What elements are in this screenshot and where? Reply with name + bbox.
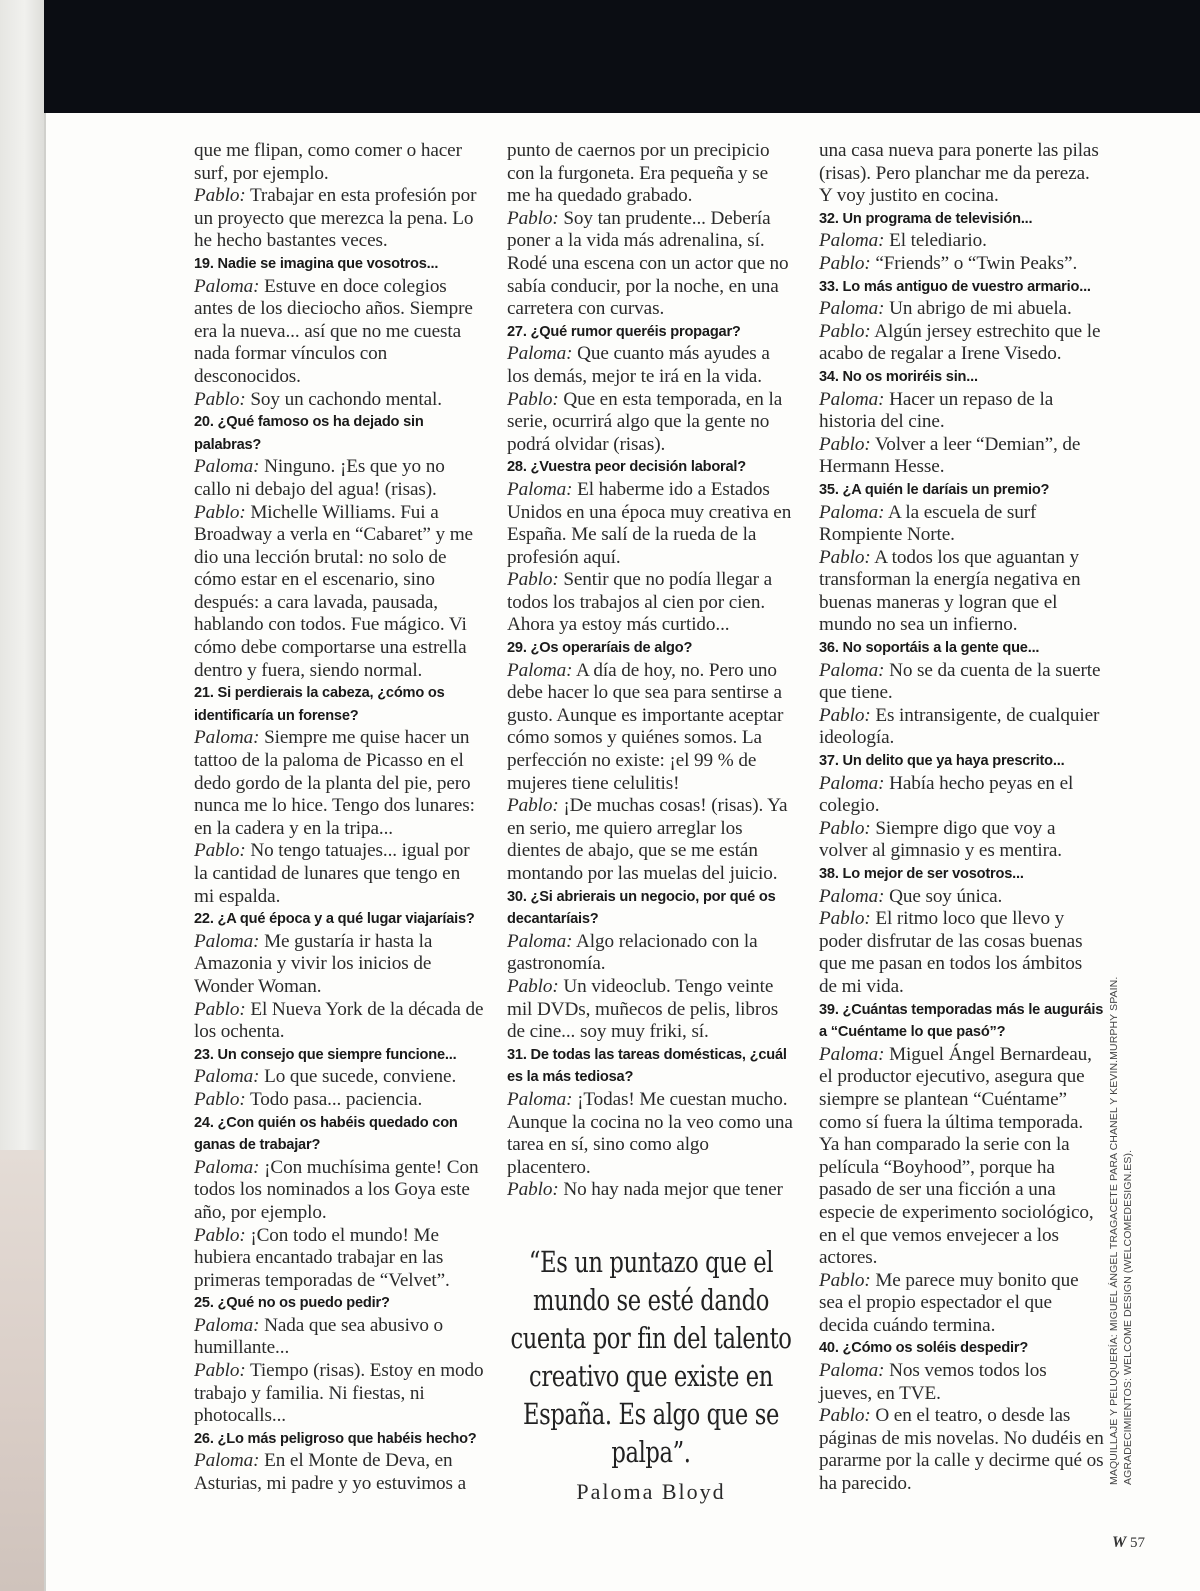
answer-paragraph [819,660,1104,705]
answer-text: Ninguno. ¡Es que yo no callo ni debajo del agua! (risas). [194,456,445,500]
speaker-name: Paloma: [819,501,885,523]
speaker-name: Paloma: [819,230,885,252]
speaker-name: Pablo: [507,207,559,229]
answer-text: Había hecho peyas en el colegio. [819,772,1074,817]
answer-text: Me parece muy bonito que sea el propio espectador el que decida cuándo termina. [819,1269,1079,1336]
answer-text: No hay nada mejor que tener [558,1179,783,1201]
magazine-logo: W [1112,1534,1127,1551]
speaker-name: Paloma: [194,1156,260,1178]
speaker-name: Paloma: [507,1088,573,1110]
speaker-name: Paloma: [507,343,573,365]
answer-paragraph [194,1315,484,1360]
speaker-name: Paloma: [194,1314,260,1336]
speaker-name: Pablo: [819,817,871,839]
answer-text: El telediario. [884,230,987,252]
left-page-edge-shadow [0,1150,45,1591]
answer-text: El ritmo loco que llevo y poder disfrutar de las cosas buenas que me pasan en todos los ámbitos de mi vida. [819,908,1083,997]
answer-text: Siempre me quise hacer un tattoo de la paloma de Picasso en el dedo gordo de la planta del pie, pero nunca me lo hice. Tengo dos lunares: en la cadera y en la tripa... [194,727,475,839]
question-heading: 35. ¿A quién le daríais un premio? [819,481,1050,498]
page-folio [1112,1534,1145,1552]
answer-paragraph [194,389,484,412]
answer-text: “Friends” o “Twin Peaks”. [870,252,1078,274]
answer-paragraph [507,1089,795,1179]
speaker-name: Paloma: [194,727,260,749]
continued-paragraph: una casa nueva para ponerte las pilas (risas). Pero planchar me da pereza. Y voy justito en cocina. [819,140,1099,207]
speaker-name: Pablo: [819,704,871,726]
speaker-name: Paloma: [507,659,573,681]
question-heading: 31. De todas las tareas domésticas, ¿cuál es la más tediosa? [507,1046,787,1086]
answer-paragraph [507,208,795,321]
credits-line-2: AGRADECIMIENTOS: WELCOME DESIGN (WELCOMEDESIGN.ES). [1122,1149,1134,1485]
question-heading: 39. ¿Cuántas temporadas más le auguráis a “Cuéntame lo que pasó”? [819,1001,1104,1041]
speaker-name: Paloma: [819,298,885,320]
answer-paragraph [819,1405,1104,1495]
answer-paragraph [507,479,795,569]
answer-text: O en el teatro, o desde las páginas de mis novelas. No dudéis en pararme por la calle y decirme qué os ha parecido. [819,1405,1104,1495]
speaker-name: Pablo: [194,388,246,410]
answer-text: Que cuanto más ayudes a los demás, mejor te irá en la vida. [507,343,770,387]
answer-text: Un videoclub. Tengo veinte mil DVDs, muñecos de pelis, libros de cine... soy muy friki, sí. [507,975,779,1043]
speaker-name: Paloma: [194,275,260,297]
answer-text: Algo relacionado con la gastronomía. [507,930,758,975]
speaker-name: Pablo: [507,975,559,997]
speaker-name: Pablo: [819,252,871,274]
speaker-name: Paloma: [819,772,885,794]
pull-quote [507,1243,795,1505]
speaker-name: Pablo: [819,1269,871,1291]
question-heading: 30. ¿Si abrierais un negocio, por qué os decantaríais? [507,888,776,928]
answer-text: Hacer un repaso de la historia del cine. [819,388,1054,433]
page-fold-line [44,48,46,1591]
answer-text: Nos vemos todos los jueves, en TVE. [819,1360,1047,1404]
answer-text: Miguel Ángel Bernardeau, el productor ejecutivo, asegura que siempre se plantean “Cuéntame” como sí fuera la última temporada. Ya han comparado la serie con la película “Boyhood”, porque ha pasado de ser una ficción a una especie de experimento sociológico, en el que vemos envejecer a los actores. [819,1043,1094,1269]
credits-line-1: MAQUILLAJE Y PELUQUERÍA: MIGUEL ÁNGEL TRAGACETE PARA CHANEL Y KEVIN.MURPHY SPAIN. [1108,976,1120,1485]
question-heading: 37. Un delito que ya haya prescrito... [819,753,1065,770]
photo-credits [1107,965,1135,1485]
speaker-name: Paloma: [819,659,885,681]
question-heading: 22. ¿A qué época y a qué lugar viajaríais? [194,911,475,928]
speaker-name: Paloma: [194,1450,260,1472]
answer-text: A todos los que aguantan y transforman la energía negativa en buenas maneras y logran que el mundo no sea un infierno. [819,546,1081,636]
speaker-name: Pablo: [194,501,246,523]
answer-paragraph [819,705,1104,750]
speaker-name: Paloma: [194,456,260,478]
question-heading: 25. ¿Qué no os puedo pedir? [194,1295,390,1312]
question-heading: 34. No os moriréis sin... [819,368,978,385]
answer-paragraph [507,569,795,637]
text-column-1 [194,140,484,1496]
answer-paragraph [194,1450,484,1495]
pull-quote-author: Paloma Bloyd [576,1479,726,1504]
speaker-name: Pablo: [194,840,246,862]
answer-text: Siempre digo que voy a volver al gimnasio y es mentira. [819,817,1062,862]
answer-paragraph [819,321,1104,366]
answer-text: Un abrigo de mi abuela. [884,298,1072,320]
speaker-name: Pablo: [194,1224,246,1246]
answer-paragraph [819,773,1104,818]
answer-paragraph [819,818,1104,863]
text-column-2 [507,140,795,1202]
question-heading: 40. ¿Cómo os soléis despedir? [819,1340,1029,1357]
speaker-name: Paloma: [507,930,573,952]
answer-text: Soy tan prudente... Debería poner a la vida más adrenalina, sí. Rodé una escena con un actor que no sabía conducir, por la noche, en una carretera con curvas. [507,207,789,320]
question-heading: 33. Lo más antiguo de vuestro armario... [819,278,1091,295]
answer-text: Nada que sea abusivo o humillante... [194,1314,444,1359]
answer-text: Soy un cachondo mental. [245,388,442,410]
answer-text: Sentir que no podía llegar a todos los trabajos al cien por cien. Ahora ya estoy más curtido... [507,569,773,636]
answer-paragraph [194,840,484,908]
answer-paragraph [194,1225,484,1293]
answer-text: No se da cuenta de la suerte que tiene. [819,659,1101,704]
speaker-name: Pablo: [819,908,871,930]
answer-paragraph [507,795,795,885]
answer-text: Michelle Williams. Fui a Broadway a verla en “Cabaret” y me dio una lección brutal: no solo de cómo estar en el escenario, sino después: a cara lavada, pausada, hablando con todos. Fue mágico. Vi cómo debe comportarse una estrella dentro y fuera, siendo normal. [194,501,473,681]
speaker-name: Pablo: [194,998,246,1020]
answer-text: A día de hoy, no. Pero uno debe hacer lo que sea para sentirse a gusto. Aunque es importante aceptar cómo somos y quiénes somos. La perfección no existe: ¡el 99 % de mujeres tiene celulitis! [507,659,784,794]
answer-paragraph [194,456,484,501]
answer-paragraph [194,931,484,999]
answer-text: Que en esta temporada, en la serie, ocurrirá algo que la gente no podrá olvidar (risas). [507,388,783,455]
answer-text: Estuve en doce colegios antes de los dieciocho años. Siempre era la nueva... así que no me cuesta nada formar vínculos con desconocidos. [194,275,473,387]
answer-text: Todo pasa... paciencia. [245,1088,423,1110]
answer-text: Trabajar en esta profesión por un proyecto que merezca la pena. Lo he hecho bastantes veces. [194,185,477,252]
answer-paragraph [819,434,1104,479]
speaker-name: Paloma: [194,930,260,952]
question-heading: 29. ¿Os operaríais de algo? [507,640,693,657]
answer-text: ¡Con muchísima gente! Con todos los nominados a los Goya este año, por ejemplo. [194,1156,479,1223]
answer-paragraph [194,1089,484,1112]
answer-text: Me gustaría ir hasta la Amazonia y vivir los inicios de Wonder Woman. [194,930,433,997]
speaker-name: Pablo: [819,320,871,342]
speaker-name: Pablo: [194,185,246,207]
question-heading: 20. ¿Qué famoso os ha dejado sin palabras? [194,414,424,453]
speaker-name: Pablo: [194,1360,246,1382]
answer-text: En el Monte de Deva, en Asturias, mi padre y yo estuvimos a [194,1450,467,1495]
speaker-name: Pablo: [819,433,871,455]
speaker-name: Paloma: [819,388,885,410]
speaker-name: Paloma: [194,1066,260,1088]
page-number: 57 [1129,1535,1145,1551]
answer-text: Es intransigente, de cualquier ideología. [819,704,1100,749]
speaker-name: Paloma: [819,1360,885,1382]
speaker-name: Paloma: [819,885,885,907]
answer-text: El Nueva York de la década de los ochenta. [194,998,484,1043]
answer-paragraph [819,886,1104,909]
answer-paragraph [819,298,1104,321]
question-heading: 24. ¿Con quién os habéis quedado con ganas de trabajar? [194,1114,458,1154]
speaker-name: Pablo: [819,1405,871,1427]
question-heading: 21. Si perdierais la cabeza, ¿cómo os identificaría un forense? [194,685,445,724]
answer-text: ¡De muchas cosas! (risas). Ya en serio, me quiero arreglar los dientes de abajo, que se me están montando por las muelas del juicio. [507,795,788,884]
answer-paragraph [507,976,795,1044]
answer-paragraph [194,276,484,389]
question-heading: 38. Lo mejor de ser vosotros... [819,866,1024,882]
answer-paragraph [507,1179,795,1202]
answer-text: Que soy única. [884,885,1003,907]
answer-paragraph [194,185,484,253]
answer-paragraph [819,908,1104,998]
answer-text: A la escuela de surf Rompiente Norte. [819,501,1037,546]
question-heading: 32. Un programa de televisión... [819,210,1033,227]
answer-text: Lo que sucede, conviene. [259,1066,457,1088]
header-black-band [44,0,1200,113]
answer-paragraph [194,1157,484,1225]
speaker-name: Paloma: [507,478,573,500]
speaker-name: Pablo: [819,546,871,568]
answer-paragraph [819,502,1104,547]
continued-paragraph: punto de caernos por un precipicio con la furgoneta. Era pequeña y se me ha quedado grabado. [507,140,770,207]
question-heading: 36. No soportáis a la gente que... [819,640,1040,657]
answer-paragraph [194,1066,484,1089]
answer-paragraph [819,1044,1104,1270]
speaker-name: Paloma: [819,1043,885,1065]
question-heading: 23. Un consejo que siempre funcione... [194,1046,457,1063]
answer-paragraph [507,660,795,796]
answer-paragraph [194,1360,484,1428]
answer-paragraph [194,502,484,683]
answer-paragraph [194,999,484,1044]
answer-text: El haberme ido a Estados Unidos en una época muy creativa en España. Me salí de la rueda de la profesión aquí. [507,478,792,568]
answer-paragraph [507,343,795,388]
continued-paragraph: que me flipan, como comer o hacer surf, por ejemplo. [194,140,462,184]
question-heading: 19. Nadie se imagina que vosotros... [194,255,439,272]
answer-text: ¡Todas! Me cuestan mucho. Aunque la cocina no la veo como una tarea en sí, sino como algo placentero. [507,1088,793,1178]
pull-quote-text: “Es un puntazo que el mundo se esté dando cuenta por fin del talento creativo que existe en España. Es algo que se palpa”. [510,1245,792,1469]
speaker-name: Pablo: [507,795,559,817]
question-heading: 28. ¿Vuestra peor decisión laboral? [507,459,747,476]
speaker-name: Pablo: [507,388,559,410]
speaker-name: Pablo: [194,1088,246,1110]
answer-paragraph [819,1360,1104,1405]
answer-text: ¡Con todo el mundo! Me hubiera encantado trabajar en las primeras temporadas de “Velvet”. [194,1224,450,1291]
speaker-name: Pablo: [507,1179,559,1201]
answer-text: No tengo tatuajes... igual por la cantidad de lunares que tengo en mi espalda. [194,840,470,907]
answer-paragraph [507,389,795,457]
answer-paragraph [507,931,795,976]
answer-paragraph [819,253,1104,276]
answer-text: Tiempo (risas). Estoy en modo trabajo y familia. Ni fiestas, ni photocalls... [194,1360,484,1427]
answer-paragraph [819,1270,1104,1338]
question-heading: 27. ¿Qué rumor queréis propagar? [507,323,741,340]
speaker-name: Pablo: [507,569,559,591]
text-column-3 [819,140,1104,1496]
answer-paragraph [194,727,484,840]
answer-paragraph [819,230,1104,253]
answer-text: Algún jersey estrechito que le acabo de regalar a Irene Visedo. [819,320,1101,365]
answer-paragraph [819,547,1104,637]
answer-paragraph [819,389,1104,434]
answer-text: Volver a leer “Demian”, de Hermann Hesse. [819,433,1081,478]
question-heading: 26. ¿Lo más peligroso que habéis hecho? [194,1430,477,1447]
